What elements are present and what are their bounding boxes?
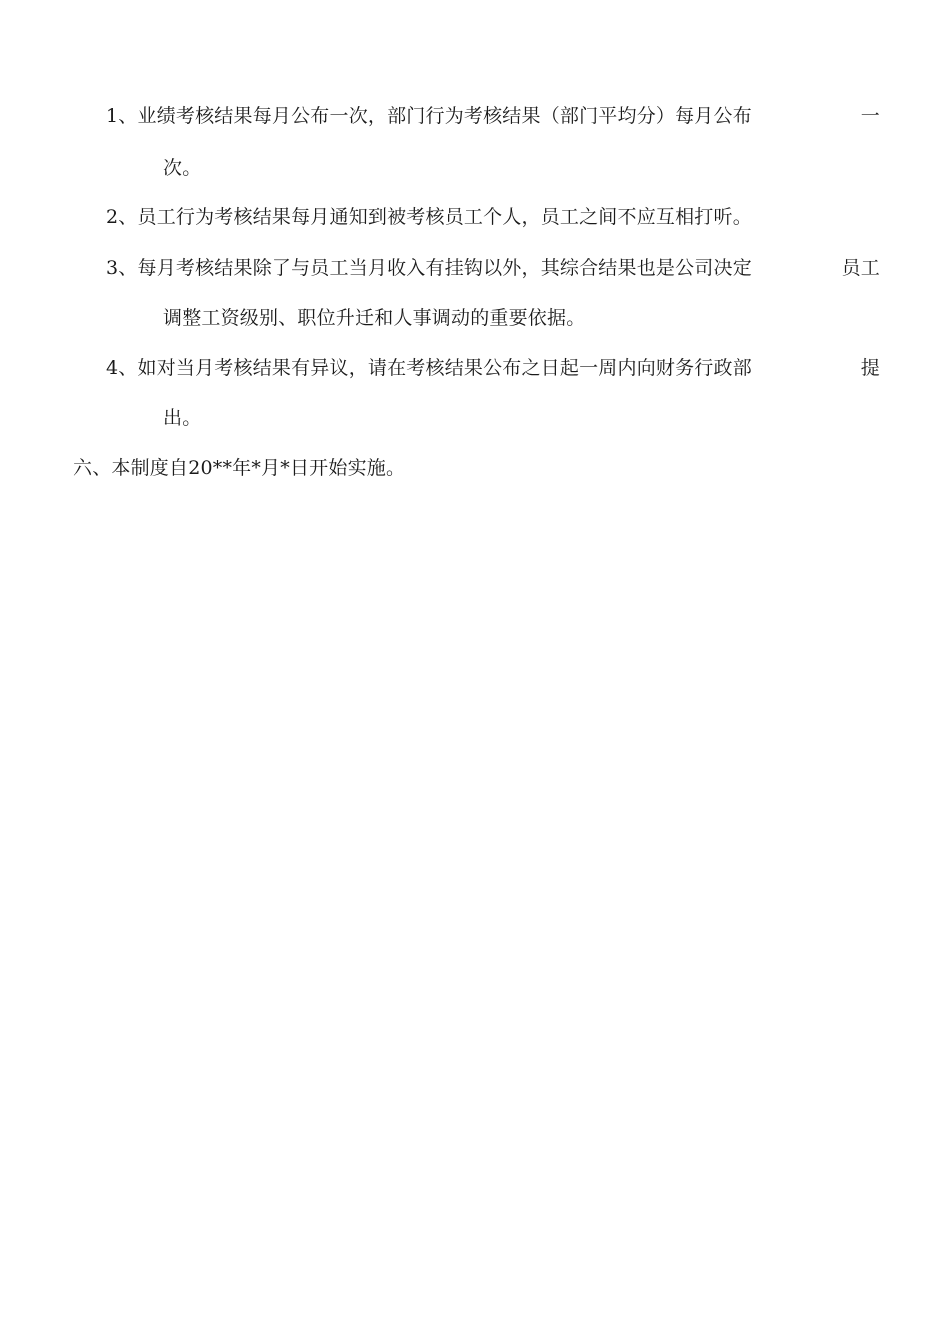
list-item-4-line-1 xyxy=(106,356,880,380)
list-item-1-line-1 xyxy=(106,104,880,128)
list-item-2-text: 2、员工行为考核结果每月通知到被考核员工个人，员工之间不应互相打听。 xyxy=(106,206,752,228)
list-item-1-text: 1、业绩考核结果每月公布一次，部门行为考核结果（部门平均分）每月公布 xyxy=(106,105,752,127)
list-item-1-line-2: 次。 xyxy=(163,157,202,179)
section-6-heading: 六、本制度自20**年*月*日开始实施。 xyxy=(73,457,406,479)
list-item-3-text: 3、每月考核结果除了与员工当月收入有挂钩以外，其综合结果也是公司决定 xyxy=(106,257,752,279)
list-item-4-tail: 提 xyxy=(860,357,880,379)
list-item-3-line-2: 调整工资级别、职位升迁和人事调动的重要依据。 xyxy=(163,307,586,329)
list-item-4-text: 4、如对当月考核结果有异议，请在考核结果公布之日起一周内向财务行政部 xyxy=(106,357,752,379)
list-item-3-line-1 xyxy=(106,256,880,280)
list-item-4-line-2: 出。 xyxy=(163,407,202,429)
list-item-3-tail: 员工 xyxy=(841,257,880,279)
list-item-1-tail: 一 xyxy=(860,105,880,127)
list-item-2-line-1 xyxy=(106,205,880,229)
